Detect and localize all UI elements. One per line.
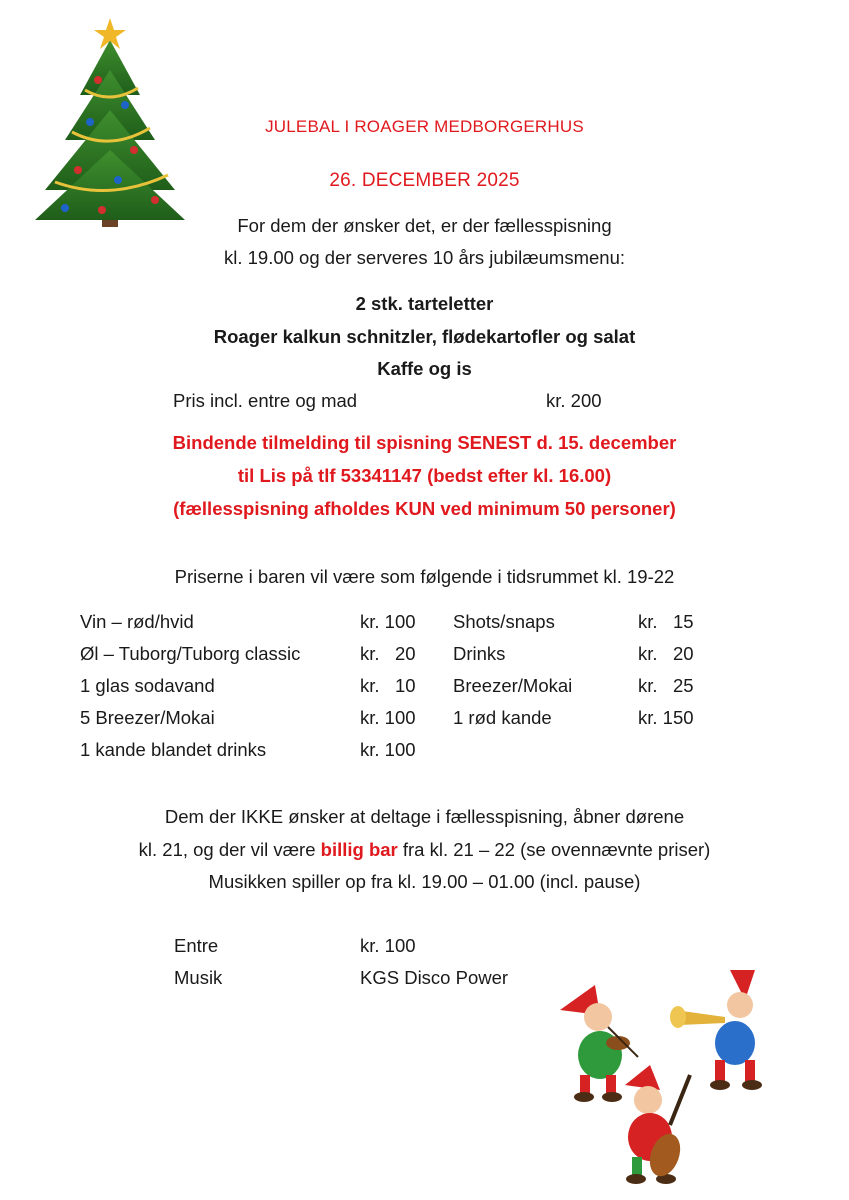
bar-item: 1 kande blandet drinks xyxy=(80,739,267,760)
bar-heading: Priserne i baren vil være som følgende i tidsrummet kl. 19-22 xyxy=(174,566,675,587)
bar-item: Drinks xyxy=(453,643,506,664)
bar-price: kr. 25 xyxy=(638,675,694,696)
bar-price: kr. 20 xyxy=(638,643,694,664)
info-line-2-start: kl. 21, og der vil være xyxy=(138,839,321,860)
bar-price: kr. 100 xyxy=(360,739,416,760)
info-line-2 xyxy=(0,834,849,866)
info-line-1: Dem der IKKE ønsker at deltage i fællesspisning, åbner dørene xyxy=(164,806,685,827)
info-line-2-end: fra kl. 21 – 22 (se ovennævnte priser) xyxy=(397,839,711,860)
cheap-bar-highlight: billig bar xyxy=(320,839,398,860)
bar-price: kr. 10 xyxy=(360,675,416,696)
menu-price-value: kr. 200 xyxy=(546,390,602,411)
musician-elves-icon xyxy=(540,965,780,1195)
signup-line-3: (fællesspisning afholdes KUN ved minimum 50 personer) xyxy=(173,498,676,519)
intro-line-1: For dem der ønsker det, er der fællesspisning xyxy=(237,215,612,236)
musik-label: Musik xyxy=(174,967,223,988)
menu-price-label: Pris incl. entre og mad xyxy=(173,390,358,411)
event-date: 26. DECEMBER 2025 xyxy=(329,170,520,191)
signup-line-1: Bindende tilmelding til spisning SENEST d. 15. december xyxy=(172,432,677,453)
bar-price: kr. 100 xyxy=(360,611,416,632)
bar-item: Shots/snaps xyxy=(453,611,555,632)
signup-line-2: til Lis på tlf 53341147 (bedst efter kl. 16.00) xyxy=(237,465,612,486)
entre-label: Entre xyxy=(174,935,219,956)
intro-line-2: kl. 19.00 og der serveres 10 års jubilæumsmenu: xyxy=(223,247,626,268)
bar-item: 1 rød kande xyxy=(453,707,552,728)
menu-item-2: Roager kalkun schnitzler, flødekartofler og salat xyxy=(213,326,636,347)
bar-price: kr. 150 xyxy=(638,707,694,728)
bar-item: 5 Breezer/Mokai xyxy=(80,707,215,728)
bar-item: Vin – rød/hvid xyxy=(80,611,194,632)
bar-price: kr. 15 xyxy=(638,611,694,632)
event-title: JULEBAL I ROAGER MEDBORGERHUS xyxy=(265,117,584,136)
entre-value: kr. 100 xyxy=(360,935,416,956)
menu-item-1: 2 stk. tarteletter xyxy=(355,293,494,314)
bar-item: Breezer/Mokai xyxy=(453,675,573,696)
bar-price: kr. 100 xyxy=(360,707,416,728)
bar-item: 1 glas sodavand xyxy=(80,675,215,696)
bar-price: kr. 20 xyxy=(360,643,416,664)
bar-item: Øl – Tuborg/Tuborg classic xyxy=(80,643,301,664)
menu-item-3: Kaffe og is xyxy=(377,358,472,379)
musik-value: KGS Disco Power xyxy=(360,967,509,988)
info-line-3: Musikken spiller op fra kl. 19.00 – 01.00 (incl. pause) xyxy=(208,871,641,892)
